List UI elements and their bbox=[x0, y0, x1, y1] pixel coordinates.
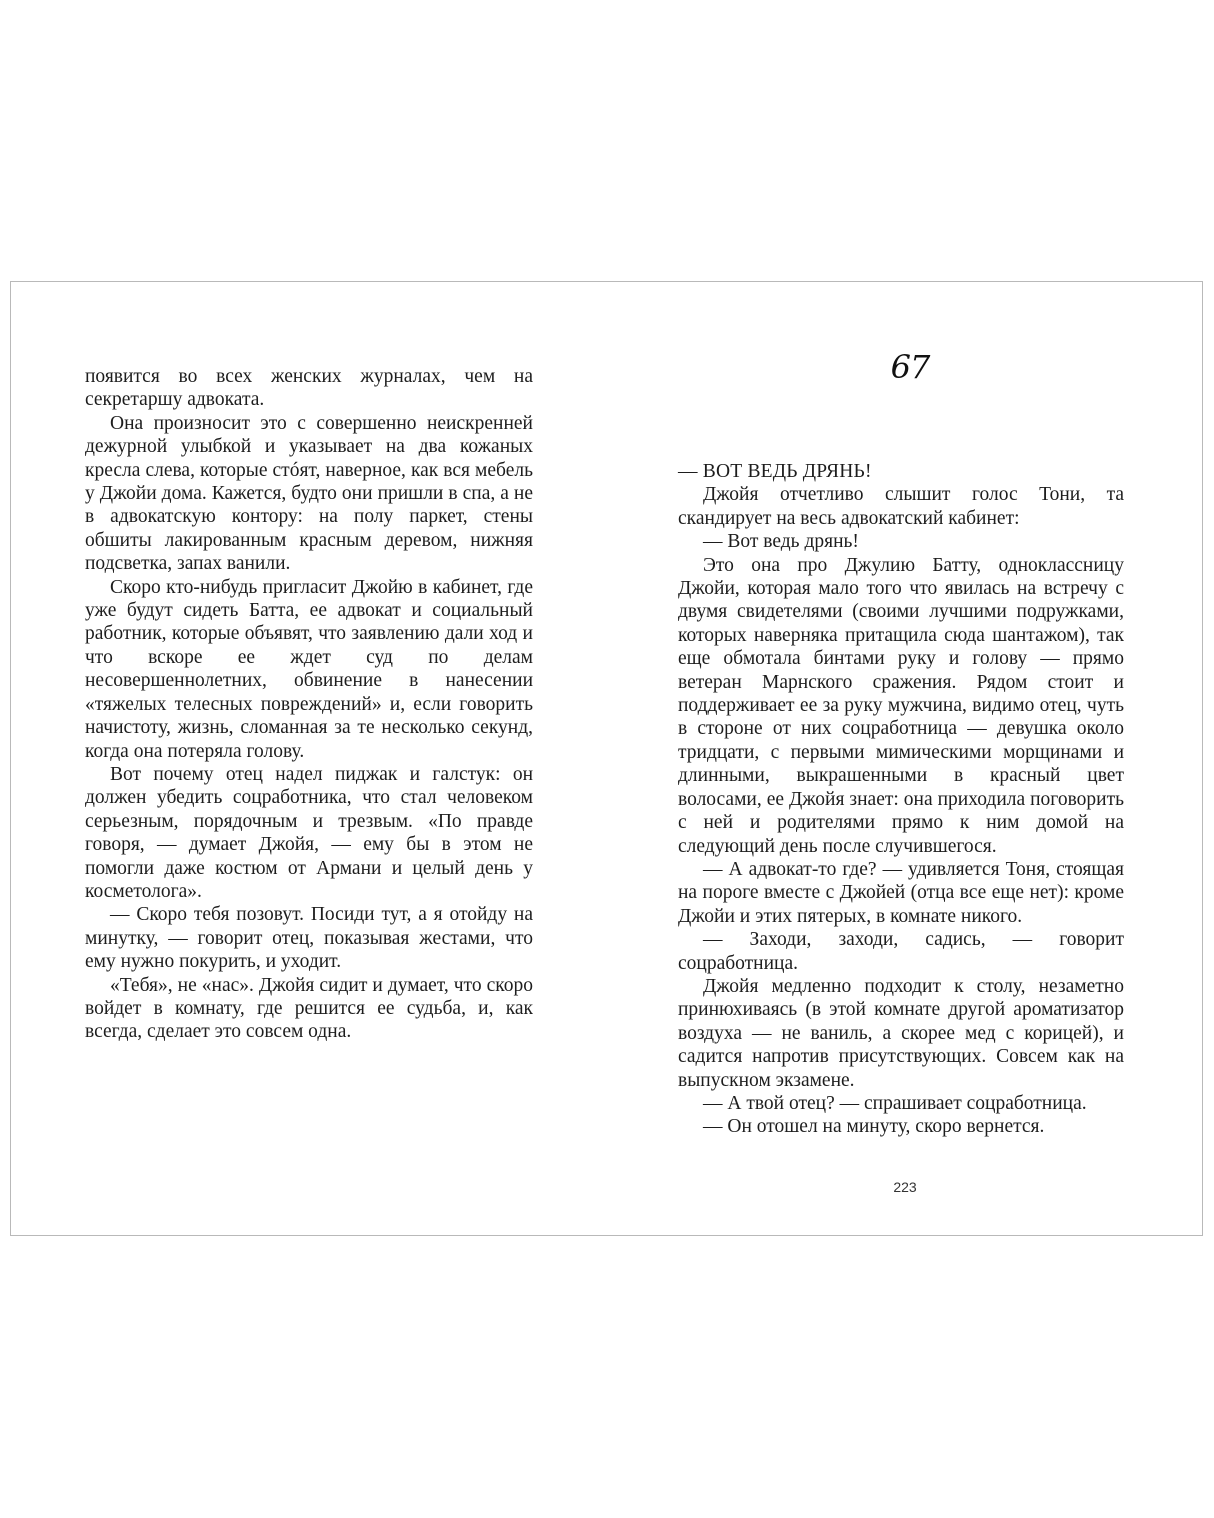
paragraph: Джойя медленно подходит к столу, незаметно принюхиваясь (в этой комнате другой ароматизатор воздуха — не ваниль, а скорее мед с корицей), и садится напротив присутствующих. Совсем как на выпускном экзамене. bbox=[678, 975, 1124, 1091]
paragraph: Она произносит это с совершенно неискренней дежурной улыбкой и указывает на два кожаных кресла слева, которые стóят, наверное, как вся мебель у Джойи дома. Кажется, будто они пришли в спа, а не в адвокатскую контору: на полу паркет, стены обшиты лакированным красным деревом, нижняя подсветка, запах ванили. bbox=[85, 412, 533, 575]
right-page bbox=[607, 282, 1204, 1235]
paragraph: Вот почему отец надел пиджак и галстук: он должен убедить соцработника, что стал человеком серьезным, порядочным и трезвым. «По правде говоря, — думает Джойя, — ему бы в этом не помогли даже костюм от Армани и целый день у косметолога». bbox=[85, 763, 533, 902]
paragraph: — Вот ведь дрянь! bbox=[703, 531, 859, 553]
paragraph: Скоро кто-нибудь пригласит Джойю в кабинет, где уже будут сидеть Батта, ее адвокат и социальный работник, которые объявят, что заявлению дали ход и что вскоре ее ждет суд по делам несовершеннолетних, обвинение в нанесении «тяжелых телесных повреждений» и, если говорить начистоту, жизнь, сломанная за те несколько секунд, когда она потеряла голову. bbox=[85, 576, 533, 762]
book-spread bbox=[10, 281, 1203, 1236]
page-number: 223 bbox=[893, 1179, 917, 1195]
chapter-opening-line: — ВОТ ВЕДЬ ДРЯНЬ! bbox=[678, 461, 872, 482]
paragraph: — А твой отец? — спрашивает соцработница. bbox=[703, 1092, 1087, 1114]
paragraph: Джойя отчетливо слышит голос Тони, та скандирует на весь адвокатский кабинет: bbox=[678, 484, 1124, 529]
paragraph: Это она про Джулию Батту, одноклассницу Джойи, которая мало того что явилась на встречу с двумя свидетелями (своими лучшими подружками, которых наверняка притащила сюда шантажом), так еще обмотала бинтами руку и голову — прямо ветеран Марнского сражения. Рядом стоит и поддерживает ее за руку мужчина, видимо отец, чуть в стороне от них соцработница — девушка около тридцати, с первыми мимическими морщинами и длинными, выкрашенными в красный цвет волосами, ее Джойя знает: она приходила поговорить с ней и родителями прямо к ним домой на следующий день после случившегося. bbox=[678, 554, 1124, 857]
chapter-number: 67 bbox=[890, 348, 930, 386]
paragraph: — Заходи, заходи, садись, — говорит соцработница. bbox=[678, 929, 1124, 974]
paragraph: — А адвокат-то где? — удивляется Тоня, стоящая на пороге вместе с Джойей (отца все еще нет): кроме Джойи и этих пятерых, в комнате никого. bbox=[678, 858, 1124, 927]
right-page-text bbox=[678, 460, 1124, 1139]
paragraph: — Он отошел на минуту, скоро вернется. bbox=[703, 1116, 1045, 1138]
paragraph: «Тебя», не «нас». Джойя сидит и думает, что скоро войдет в комнату, где решится ее судьба, и, как всегда, сделает это совсем одна. bbox=[85, 974, 533, 1043]
left-page bbox=[11, 282, 607, 1235]
paragraph: — Скоро тебя позовут. Посиди тут, а я отойду на минутку, — говорит отец, показывая жестами, что ему нужно покурить, и уходит. bbox=[85, 904, 533, 973]
left-page-text bbox=[85, 365, 533, 1044]
paragraph: появится во всех женских журналах, чем на секретаршу адвоката. bbox=[85, 366, 533, 411]
